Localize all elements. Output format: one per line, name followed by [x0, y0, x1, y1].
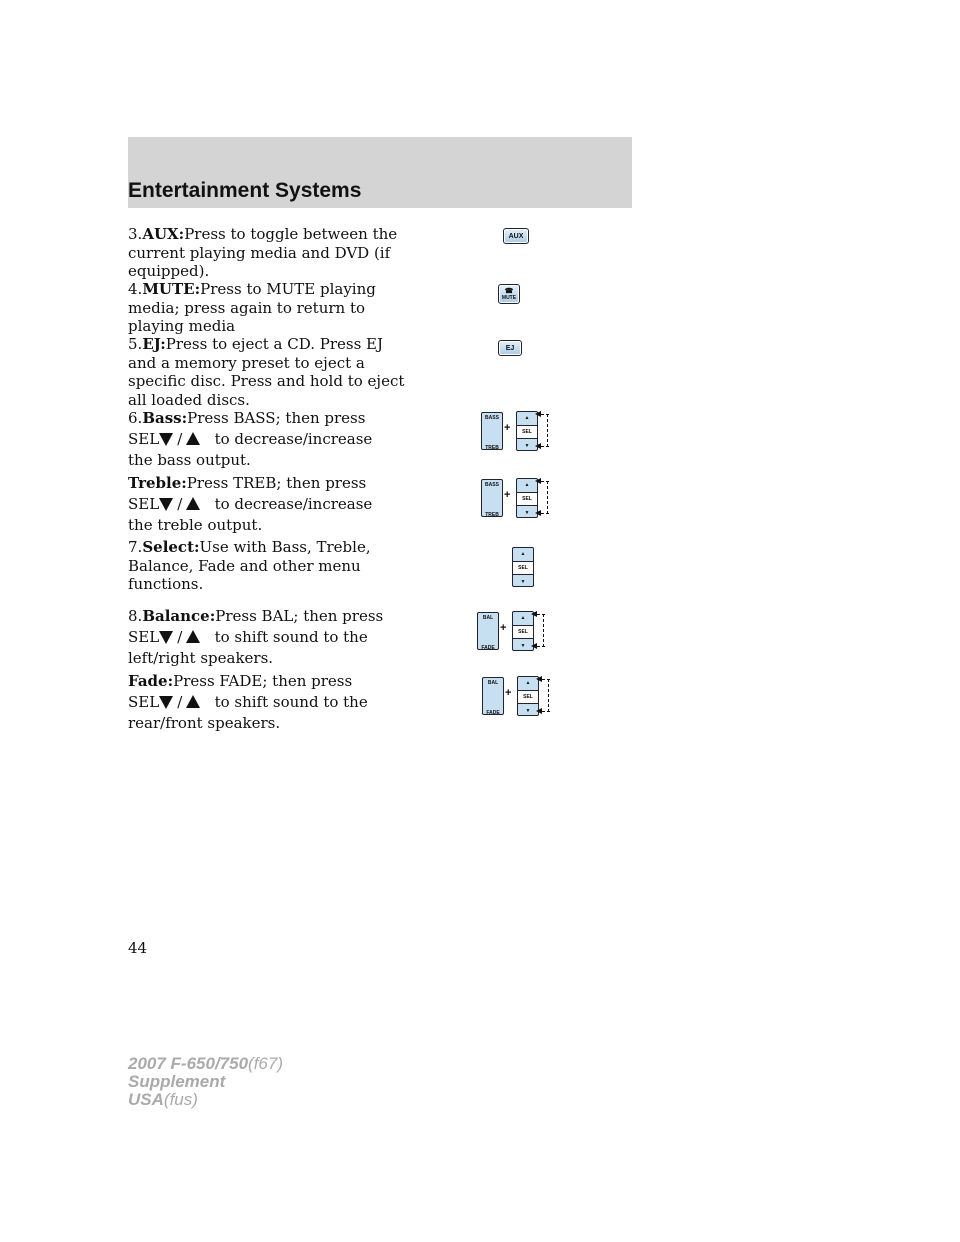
- term-eject: EJ:: [142, 335, 166, 353]
- item-eject: 5.EJ:Press to eject a CD. Press EJ and a memory preset to eject a specific disc. Press and hold to eject all loaded discs.: [128, 335, 405, 409]
- down-arrow-icon: [159, 497, 173, 511]
- eject-button-icon: EJ: [498, 340, 522, 356]
- item-mute: 4.MUTE:Press to MUTE playing media; press again to return to playing media: [128, 280, 376, 335]
- down-arrow-icon: [159, 695, 173, 709]
- up-arrow-icon: [186, 630, 200, 644]
- sel-button-icon: ▲ SEL ▼: [512, 547, 534, 587]
- term-aux: AUX:: [142, 225, 185, 243]
- term-treble: Treble:: [128, 474, 187, 492]
- item-aux: 3.AUX:Press to toggle between the current playing media and DVD (if equipped).: [128, 225, 398, 280]
- down-arrow-icon: [159, 630, 173, 644]
- mute-button-icon: ☎ MUTE: [498, 284, 520, 304]
- item-fade: Fade:Press FADE; then press SEL / to shift sound to the rear/front speakers.: [128, 672, 368, 732]
- item-bass: 6.Bass:Press BASS; then press SEL / to decrease/increase the bass output.: [128, 409, 373, 469]
- sel-button-icon: ▲ SEL ▼: [516, 478, 538, 518]
- document-footer: 2007 F-650/750(f67) Supplement USA(fus): [128, 1054, 284, 1109]
- bal-fade-button-icon: BAL FADE: [477, 612, 499, 650]
- phone-icon: ☎: [504, 287, 514, 295]
- section-title: Entertainment Systems: [128, 179, 362, 202]
- term-select: Select:: [142, 538, 200, 556]
- item-select: 7.Select:Use with Bass, Treble, Balance, Fade and other menu functions.: [128, 538, 371, 593]
- page-number: 44: [128, 939, 148, 957]
- sel-button-icon: ▲ SEL ▼: [512, 611, 534, 651]
- bal-fade-button-icon: BAL FADE: [482, 677, 504, 715]
- term-balance: Balance:: [142, 607, 216, 625]
- term-fade: Fade:: [128, 672, 174, 690]
- term-bass: Bass:: [142, 409, 188, 427]
- up-arrow-icon: [186, 695, 200, 709]
- up-arrow-icon: [186, 497, 200, 511]
- up-arrow-icon: [186, 432, 200, 446]
- bass-treb-button-icon: BASS TREB: [481, 479, 503, 517]
- bass-treb-button-icon: BASS TREB: [481, 412, 503, 450]
- down-arrow-icon: [159, 432, 173, 446]
- aux-button-icon: AUX: [503, 228, 529, 244]
- item-treble: Treble:Press TREB; then press SEL / to decrease/increase the treble output.: [128, 474, 373, 534]
- sel-button-icon: ▲ SEL ▼: [516, 411, 538, 451]
- term-mute: MUTE:: [142, 280, 201, 298]
- sel-button-icon: ▲ SEL ▼: [517, 676, 539, 716]
- item-balance: 8.Balance:Press BAL; then press SEL / to shift sound to the left/right speakers.: [128, 607, 384, 667]
- section-header: [128, 137, 632, 208]
